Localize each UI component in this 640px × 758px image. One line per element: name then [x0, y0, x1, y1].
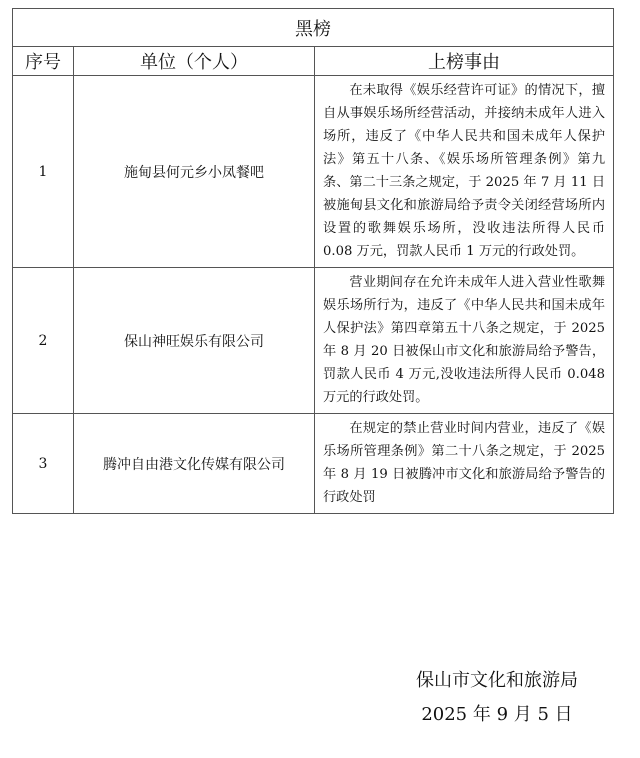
- row-index: 2: [13, 268, 74, 414]
- row-index: 1: [13, 76, 74, 268]
- row-reason: [315, 414, 614, 514]
- row-reason-text: 在未取得《娱乐经营许可证》的情况下，擅自从事娱乐场所经营活动，并接纳未成年人进入场所，违反了《中华人民共和国未成年人保护法》第五十八条、《娱乐场所管理条例》第九条、第二十三条之规定，于 2025 年 7 月 11 日被施甸县文化和旅游局给予责令关闭经营场所内设置的歌舞娱乐场所，没收违法所得人民币 0.08 万元，罚款人民币 1 万元的行政处罚。: [323, 83, 606, 259]
- row-reason-text: 在规定的禁止营业时间内营业，违反了《娱乐场所管理条例》第二十八条之规定，于 2025 年 8 月 19 日被腾冲市文化和旅游局给予警告的行政处罚: [323, 421, 606, 505]
- signature-block: [416, 668, 578, 728]
- table-row: [13, 414, 614, 514]
- row-unit: 施甸县何元乡小凤餐吧: [74, 76, 315, 268]
- row-unit: 保山神旺娱乐有限公司: [74, 268, 315, 414]
- table-row: [13, 76, 614, 268]
- header-index: 序号: [13, 47, 74, 76]
- row-reason-text: 营业期间存在允许未成年人进入营业性歌舞娱乐场所行为，违反了《中华人民共和国未成年人保护法》第四章第五十八条之规定，于 2025 年 8 月 20 日被保山市文化和旅游局给予警告，罚款人民币 4 万元,没收违法所得人民币 0.048 万元的行政处罚。: [323, 275, 606, 405]
- table-title: 黑榜: [13, 9, 614, 47]
- row-index: 3: [13, 414, 74, 514]
- row-unit: 腾冲自由港文化传媒有限公司: [74, 414, 315, 514]
- issue-date: 2025 年 9 月 5 日: [421, 704, 573, 725]
- row-reason: [315, 76, 614, 268]
- header-reason: 上榜事由: [315, 47, 614, 76]
- table-header-row: [13, 47, 614, 76]
- blacklist-table: [12, 8, 614, 514]
- issuing-organization: 保山市文化和旅游局: [416, 670, 578, 691]
- table-title-row: [13, 9, 614, 47]
- row-reason: [315, 268, 614, 414]
- header-unit: 单位（个人）: [74, 47, 315, 76]
- table-row: [13, 268, 614, 414]
